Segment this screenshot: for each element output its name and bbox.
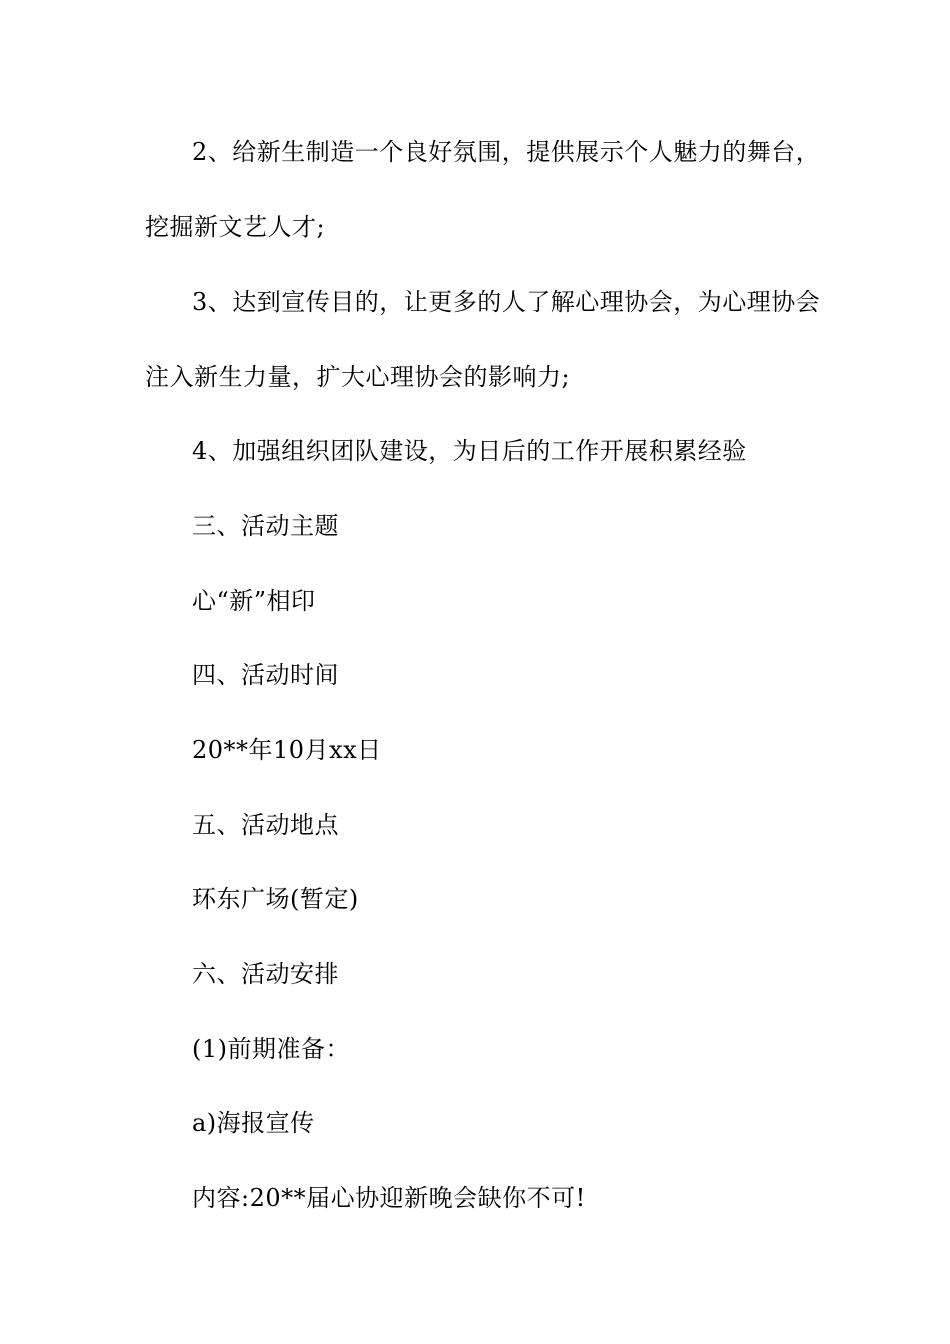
item-poster-promotion: a)海报宣传: [192, 1109, 315, 1137]
subsection-preparation: (1)前期准备：: [192, 1035, 350, 1063]
paragraph-goal-3-continued: 注入新生力量，扩大心理协会的影响力;: [145, 363, 571, 391]
paragraph-goal-3: 3、达到宣传目的，让更多的人了解心理协会，为心理协会: [192, 288, 821, 316]
section-heading-time: 四、活动时间: [192, 661, 339, 689]
section-heading-theme: 三、活动主题: [192, 512, 339, 540]
location-text: 环东广场(暂定): [192, 885, 359, 913]
theme-text: 心“新”相印: [192, 587, 316, 615]
section-heading-location: 五、活动地点: [192, 811, 339, 839]
section-heading-arrangement: 六、活动安排: [192, 960, 339, 988]
poster-content-text: 内容:20**届心协迎新晚会缺你不可!: [192, 1184, 586, 1212]
time-text: 20**年10月xx日: [192, 736, 382, 764]
paragraph-goal-4: 4、加强组织团队建设，为日后的工作开展积累经验: [192, 437, 747, 465]
paragraph-goal-2-continued: 挖掘新文艺人才;: [145, 213, 326, 241]
paragraph-goal-2: 2、给新生制造一个良好氛围，提供展示个人魅力的舞台，: [192, 138, 821, 166]
